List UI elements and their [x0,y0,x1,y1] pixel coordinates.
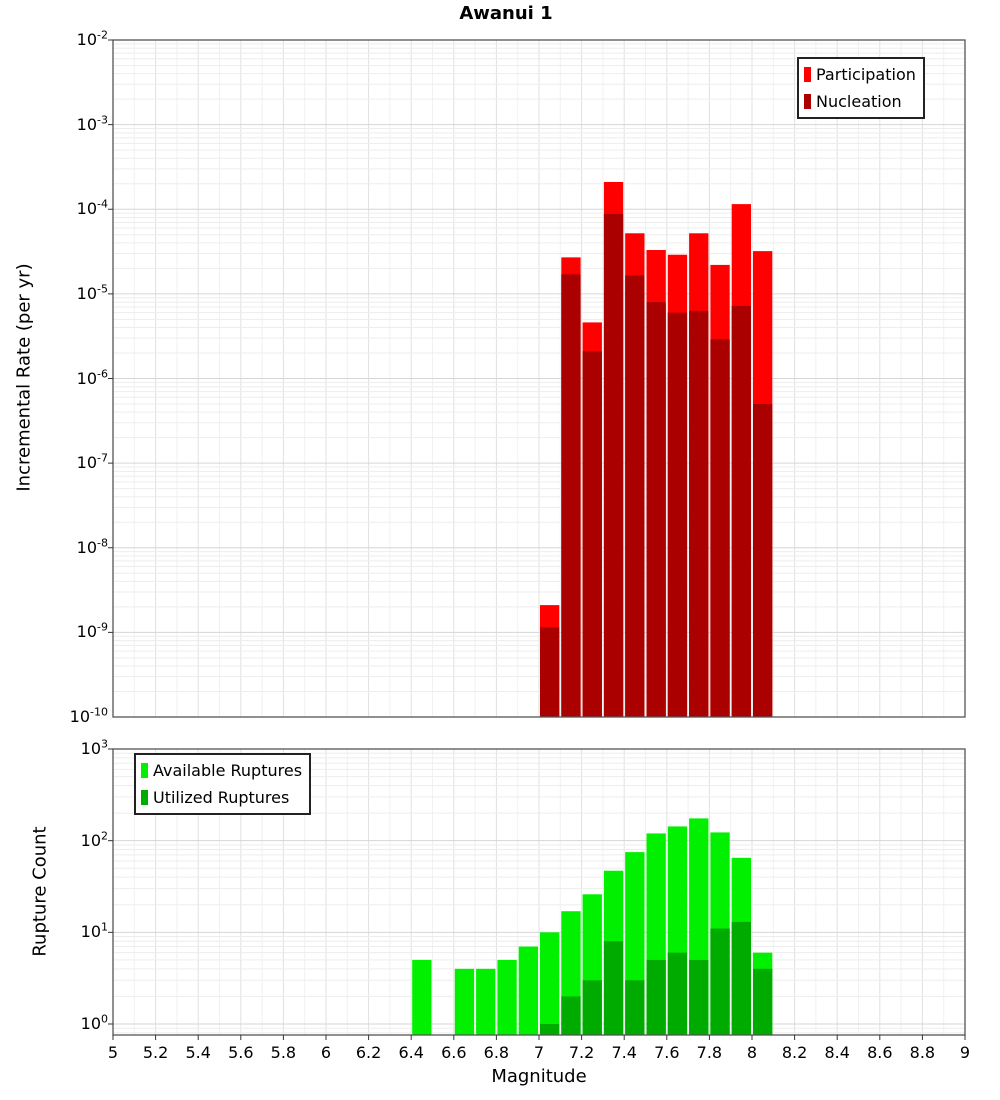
rate-panel [108,40,965,717]
y-tick-label: $10^{-2}$ [76,28,108,49]
x-tick-label: 5.6 [228,1043,254,1062]
bar-available-ruptures-m6.9 [519,947,538,1035]
bar-utilized-ruptures-m7.9 [732,922,751,1035]
legend-item-nucleation [804,88,916,115]
bar-nucleation-m7.7 [689,311,708,717]
y-tick-label: $10^1$ [80,921,108,942]
y-tick-label: $10^{-4}$ [76,197,108,219]
bar-nucleation-m7.6 [668,313,687,717]
legend-item-utilized [141,784,302,811]
bar-nucleation-m7.9 [732,306,751,717]
x-tick-label: 8.8 [909,1043,936,1062]
bar-available-ruptures-m6.8 [497,960,516,1035]
legend-marker-utilized [141,790,148,805]
x-tick-label: 5.8 [270,1043,297,1062]
x-tick-label: 7.8 [696,1043,723,1062]
y-tick-label: $10^{-9}$ [76,621,108,642]
x-tick-label: 8.2 [781,1043,808,1062]
y-tick-label: $10^{-3}$ [76,113,108,134]
y-tick-label: $10^0$ [80,1012,108,1033]
y-tick-label: $10^2$ [80,829,108,850]
x-tick-label: 5 [107,1043,119,1062]
bar-available-ruptures-m6.7 [476,969,495,1035]
x-tick-label: 6.2 [355,1043,382,1062]
x-tick-label: 8.4 [824,1043,850,1062]
x-tick-label: 7 [533,1043,545,1062]
x-tick-label: 7.6 [654,1043,680,1062]
legend-label-nucleation: Nucleation [816,92,902,111]
bar-utilized-ruptures-m7.4 [625,980,644,1035]
y-tick-label: $10^{-8}$ [76,536,108,557]
bar-nucleation-m7.3 [604,214,623,717]
page-title: Awanui 1 [459,3,553,24]
rate-axis-ticks [108,40,113,632]
x-tick-label: 8.6 [867,1043,893,1062]
x-tick-label: 5.4 [185,1043,211,1062]
bar-available-ruptures-m6.6 [455,969,474,1035]
x-tick-label: 6.6 [441,1043,467,1062]
x-tick-label: 8 [746,1043,758,1062]
y-tick-label: $10^{-7}$ [76,451,108,473]
legend-marker-participation [804,67,811,82]
bar-nucleation-m7 [540,627,559,717]
bar-utilized-ruptures-m7.6 [668,953,687,1035]
bar-utilized-ruptures-m7.1 [561,996,580,1035]
legend-item-participation [804,61,916,88]
legend-label-utilized: Utilized Ruptures [153,788,290,807]
bar-nucleation-m7.8 [710,339,729,717]
x-tick-label: 7.4 [611,1043,637,1062]
x-tick-label: 6 [320,1043,332,1062]
bar-utilized-ruptures-m8 [753,969,772,1035]
x-axis-label: Magnitude [491,1066,587,1087]
x-tick-label: 6.4 [398,1043,424,1062]
bar-utilized-ruptures-m7 [540,1024,559,1035]
x-axis-ticks [113,1035,965,1040]
bar-utilized-ruptures-m7.5 [647,960,666,1035]
y-tick-label: $10^{-10}$ [69,705,108,726]
legend-marker-available [141,763,148,778]
y-tick-label: $10^{-6}$ [76,367,108,388]
bar-utilized-ruptures-m7.7 [689,960,708,1035]
legend-item-available [141,757,302,784]
x-tick-label: 7.2 [568,1043,595,1062]
legend-marker-nucleation [804,94,811,109]
bar-utilized-ruptures-m7.3 [604,941,623,1035]
y-axis-label-count: Rupture Count [29,826,51,957]
bar-nucleation-m8 [753,404,772,717]
bar-nucleation-m7.4 [625,275,644,717]
bar-nucleation-m7.5 [647,302,666,717]
legend-label-available: Available Ruptures [153,761,303,780]
bar-available-ruptures-m6.4 [412,960,431,1035]
x-tick-label: 6.8 [483,1043,510,1062]
bar-nucleation-m7.2 [583,351,602,717]
legend-count-panel [134,753,311,815]
bar-nucleation-m7.1 [561,274,580,717]
bar-utilized-ruptures-m7.2 [583,980,602,1035]
bar-available-ruptures-m7 [540,932,559,1035]
legend-rate-panel [797,57,925,119]
y-tick-label: $10^{-5}$ [76,282,108,303]
bar-utilized-ruptures-m7.8 [710,929,729,1035]
legend-label-participation: Participation [816,65,916,84]
rate-gridlines [113,40,965,717]
y-tick-label: $10^3$ [80,737,108,758]
x-tick-label: 9 [959,1043,971,1062]
x-tick-label: 5.2 [142,1043,169,1062]
y-axis-label-rate: Incremental Rate (per yr) [13,263,35,492]
count-axis-ticks [108,749,113,1024]
